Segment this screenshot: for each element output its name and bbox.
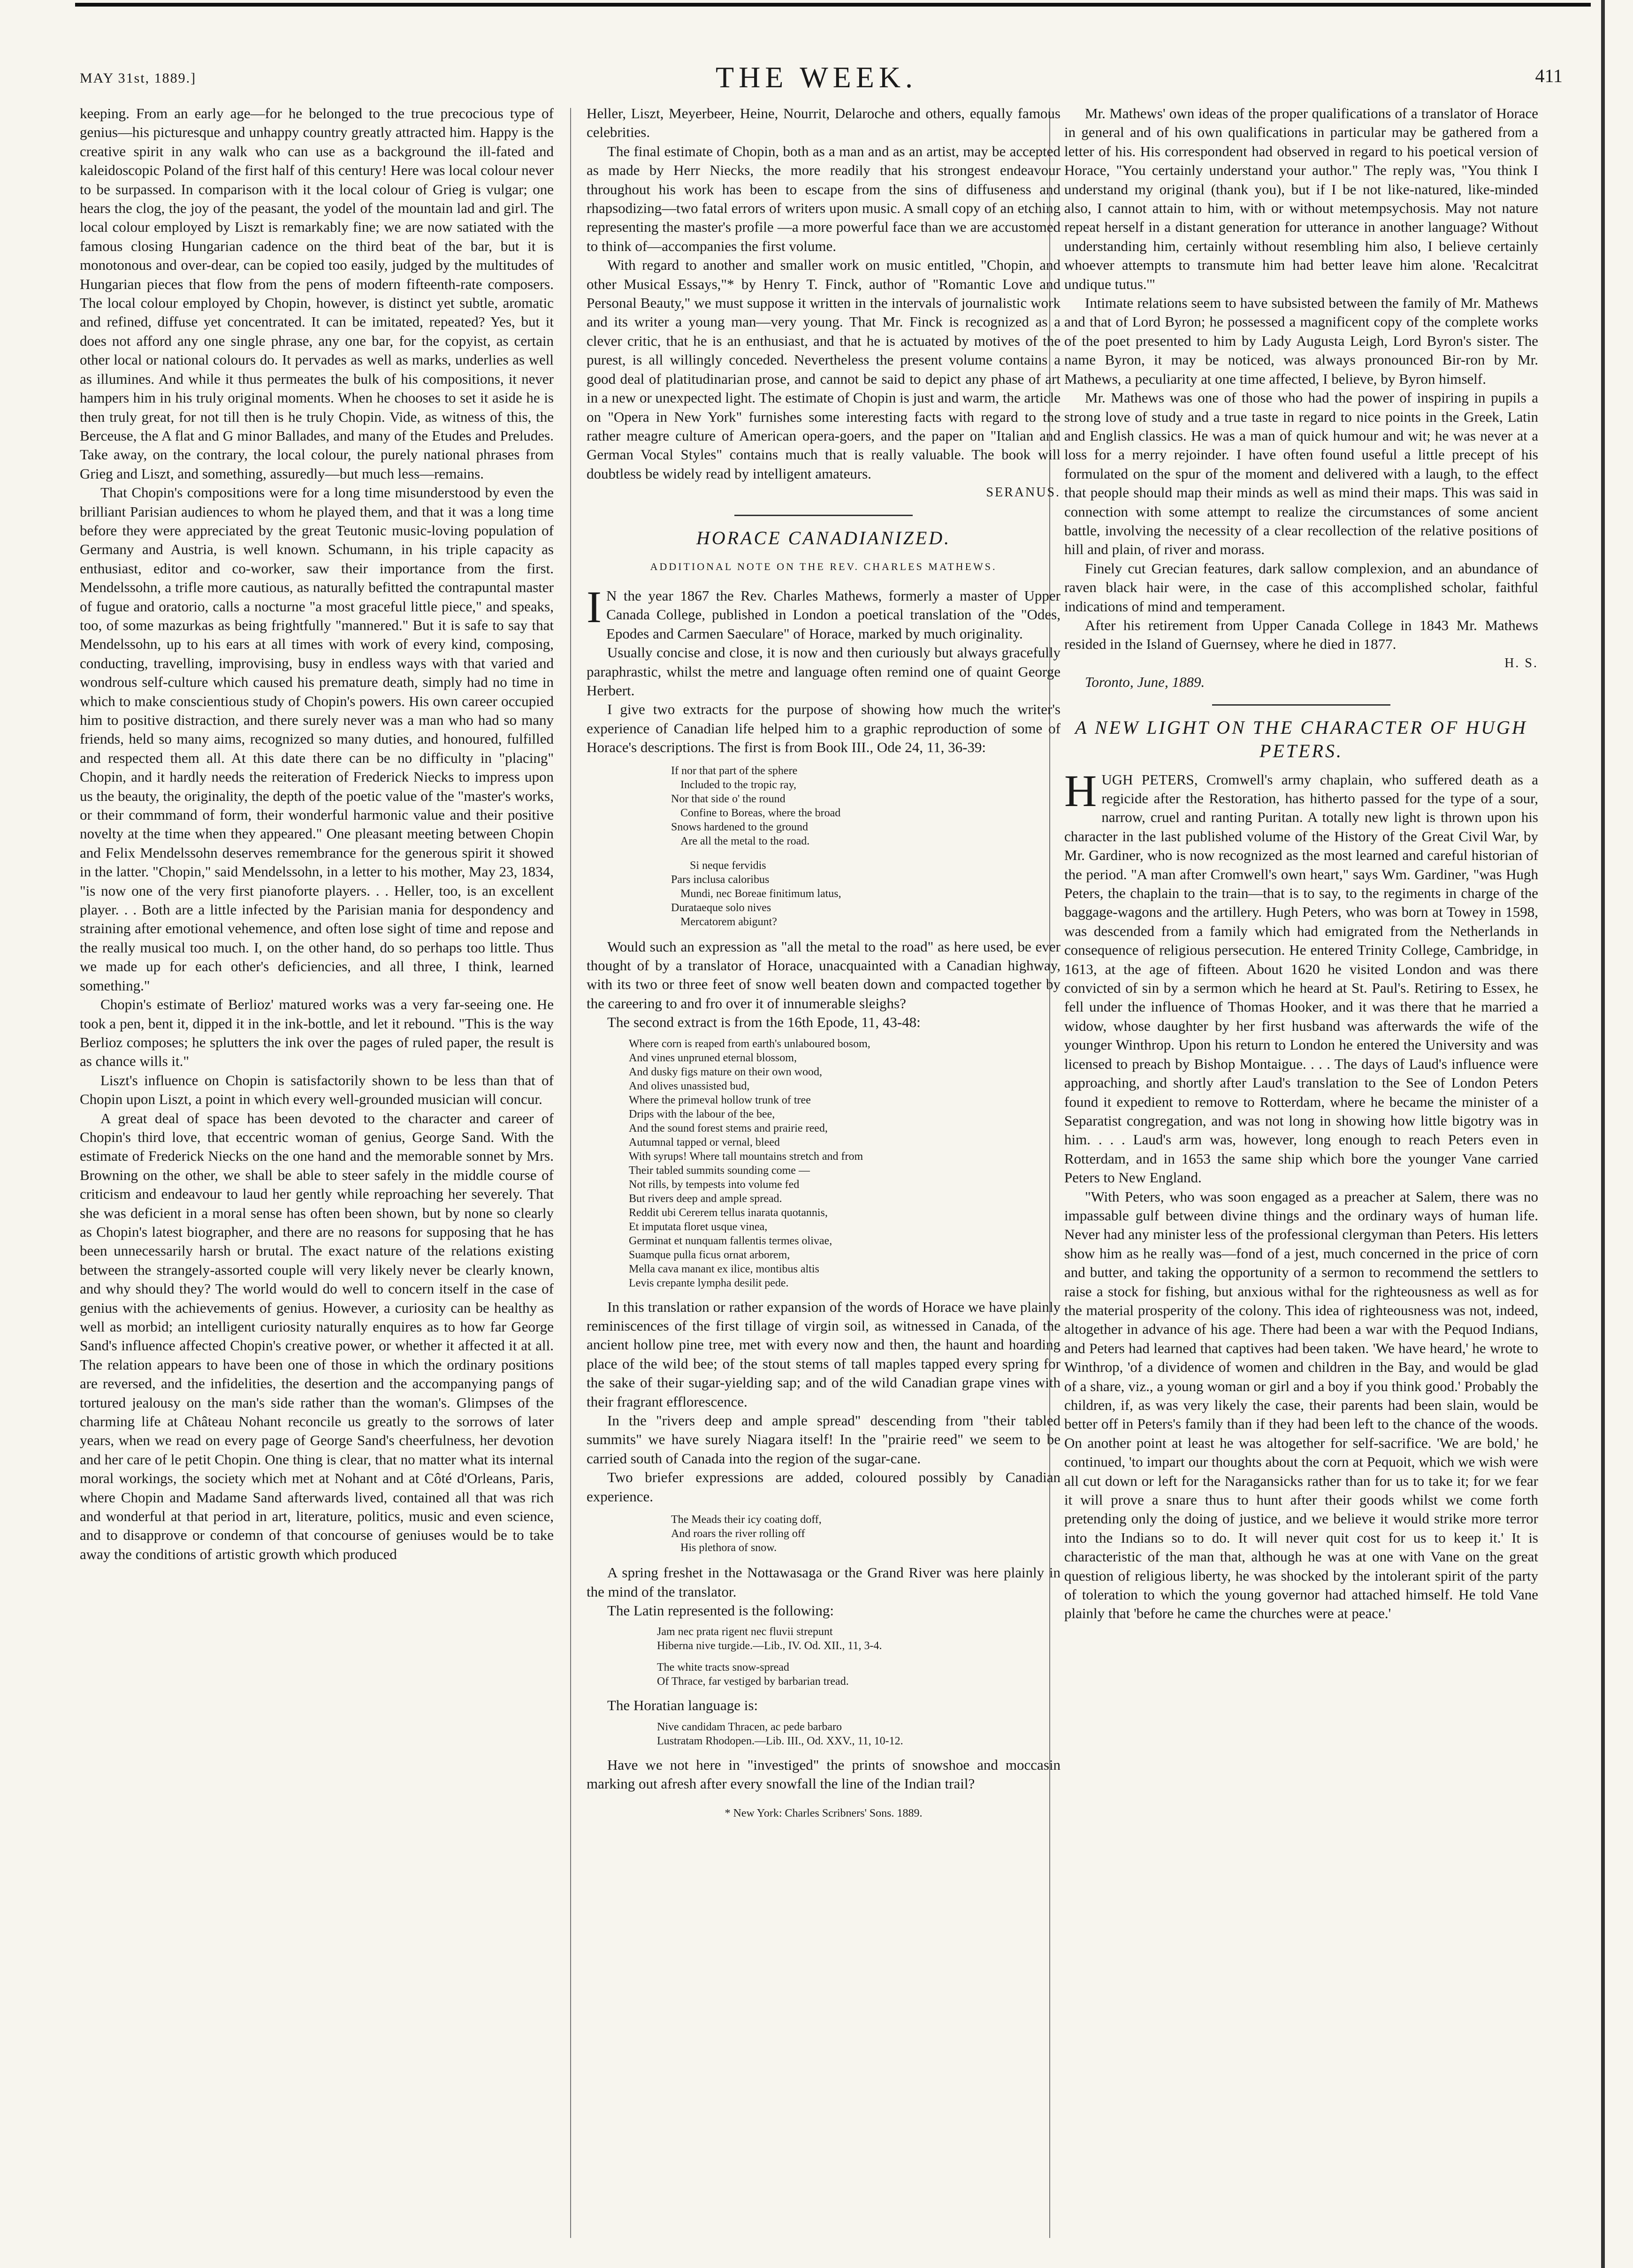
verse-line: Of Thrace, far vestiged by barbarian tread. [657, 1675, 849, 1688]
author-signature: SERANUS. [986, 485, 1061, 500]
verse-line: Jam nec prata rigent nec fluvii strepunt [657, 1626, 833, 1638]
paragraph-text: N the year 1867 the Rev. Charles Mathews, formerly a master of Upper Canada College, published in London a poetical translation of the "Odes, Epodes and Carmen Saeculare" of Horace, marked by much originality. [606, 587, 1061, 642]
verse-quote [671, 1513, 1061, 1555]
verse-line: Not rills, by tempests into volume fed [629, 1178, 800, 1191]
verse-line: Nor that side o' the round [671, 792, 786, 805]
paragraph: Intimate relations seem to have subsisted between the family of Mr. Mathews and that of Lord Byron; he possessed a magnificent copy of the complete works of the poet presented to him by Lady Augusta Leigh, Lord Byron's sister. The name Byron, it may be noticed, was always pronounced Bir-ron by Mr. Mathews, a peculiarity at one time affected, I believe, by Byron himself. [1064, 295, 1538, 387]
verse-line: Mercatorem abigunt? [680, 915, 777, 928]
paragraph: With regard to another and smaller work on music entitled, "Chopin, and other Musical Essays,"* by Henry T. Finck, author of "Romantic Love and Personal Beauty," we must suppose it written in the intervals of journalistic work and its writer a young man—very young. That Mr. Finck is recognized as a clever critic, that he is an enthusiast, and that he is actuated by motives of the purest, is all willingly conceded. Nevertheless the present volume contains a good deal of platitudinarian prose, and cannot be said to depict any phase of art in a new or unexpected light. The estimate of Chopin is just and warm, the article on "Opera in New York" furnishes some interesting facts with regard to the rather meagre culture of American opera-goers, and the paper on "Italian and German Vocal Styles" contains much that is really valuable. The book will doubtless be widely read by intelligent amateurs. [587, 257, 1061, 482]
section-divider [734, 515, 913, 516]
paragraph: Mr. Mathews was one of those who had the power of inspiring in pupils a strong love of study and a true taste in regard to nice points in the Greek, Latin and English classics. He was a man of quick humour and wit; he was never at a loss for a merry rejoinder. I have often found useful a little precept of his formulated on the spur of the moment and delivered with a laugh, to the effect that people should map their minds as well as mind their maps. This was said in connection with some attempt to realize the circumstances of some ancient battle, involving the necessity of a clear recollection of the relative positions of hill and plain, of river and morass. [1064, 389, 1538, 558]
verse-line: Durataeque solo nives [671, 901, 771, 914]
paragraph: Finely cut Grecian features, dark sallow complexion, and an abundance of raven black hair were, in the case of this accomplished scholar, faithful indications of mind and temperament. [1064, 560, 1538, 615]
paragraph: That Chopin's compositions were for a long time misunderstood by even the brilliant Parisian audiences to whom he played them, and that it was a long time before they were appreciated by the great Teutonic music-loving population of Germany and Austria, is well known. Schumann, in his triple capacity as enthusiast, editor and co-worker, saw their importance from the first. Mendelssohn, a trifle more cautious, as naturally befitted the contrapuntal master of fugue and oratorio, calls a nocturne "a most graceful little piece," and speaks, too, of some mazurkas as being frightfully "mannered." But it is safe to say that Mendelssohn, up to his ears at all times with work of every kind, composing, conducting, travelling, improvising, busy in endless ways with that varied and wondrous self-culture which caused his premature death, simply had no time in which to make conscientious study of Chopin's powers. His own career occupied him to positive distraction, and there surely never was a man who had so many friends, held so many aims, recognized so many duties, and honoured, fulfilled and respected them all. At this date there can be no difficulty in "placing" Chopin, and it hardly needs the reiteration of Frederick Niecks to impress upon us the beauty, the originality, the depth of the poetic value of the "master's works, or their commmand of form, their wonderful harmonic value and their positive novelty at the time when they appeared." One pleasant meeting between Chopin and Felix Mendelssohn deserves remembrance for the generous spirit it showed in the latter. "Chopin," said Mendelssohn, in a letter to his mother, May 23, 1834, "is now one of the very first pianoforte players. . . Heller, too, is an excellent player. . . Both are a little infected by the Parisian mania for despondency and straining after emotional vehemence, and often lose sight of time and repose and the really musical too much. I, on the other hand, do so perhaps too little. Thus we made up for each other's deficiencies, and all three, I think, learned something." [80, 484, 554, 994]
paragraph: Two briefer expressions are added, coloured possibly by Canadian experience. [587, 1469, 1061, 1505]
paragraph: In the "rivers deep and ample spread" descending from "their tabled summits" we have surely Niagara itself! In the "prairie reed" we seem to be carried south of Canada into the region of the sugar-cane. [587, 1412, 1061, 1467]
verse-line: And olives unassisted bud, [629, 1080, 750, 1092]
paragraph [587, 581, 1061, 643]
verse-line: And roars the river rolling off [671, 1528, 805, 1540]
section-divider [1212, 704, 1390, 706]
masthead-title: THE WEEK. [715, 61, 918, 94]
verse-line: Si neque fervidis [690, 859, 766, 872]
paragraph [1064, 765, 1538, 1187]
verse-line: Suamque pulla ficus ornat arborem, [629, 1248, 790, 1261]
issue-date: MAY 31st, 1889.] [80, 70, 197, 86]
paragraph: Heller, Liszt, Meyerbeer, Heine, Nourrit, Delaroche and others, equally famous celebrities. [587, 105, 1061, 141]
paragraph: The Latin represented is the following: [607, 1602, 834, 1619]
article-title: A NEW LIGHT ON THE CHARACTER OF HUGH PETERS. [1075, 716, 1527, 761]
paragraph: "With Peters, who was soon engaged as a preacher at Salem, there was no impassable gulf between divine things and the ordinary ways of human life. Never had any minister less of the professional clergyman than Peters. His letters show him as he really was—fond of a jest, much concerned in the price of corn and butter, and taking the opportunity of a sermon to recommend the settlers to raise a stock for fishing, but anxious withal for the righteousness as well as for the material prosperity of the colony. This idea of righteousness was not, indeed, altogether in advance of his age. There had been a war with the Pequod Indians, and Peters had learned that captives had been taken. 'We have heard,' he wrote to Winthrop, 'of a dividence of women and children in the Bay, and would be glad of a share, viz., a young woman or girl and a boy if you think good.' Probably the children, if, as was very likely the case, their parents had been slain, would be better off in Peters's family than if they had been left to the chance of the woods. On another point at least he was altogether for self-sacrifice. 'We are bold,' he continued, 'to impart our thoughts about the corn at Pequoit, which we wish were all cut down or left for the Naragansicks rather than for us to take it; for we fear it will prove a snare thus to hunt after their goods whilst we come forth pretending only the doing of justice, and we believe it would strike more terror into the Indians so to do. It will never quit cost for us to keep it.' It is characteristic of the man that, although he was at one with Vane on the great question of religious liberty, he was shocked by the intolerant spirit of the party of toleration to which the young governor had attached himself. He told Vane plainly that 'before he came the churches were at peace.' [1064, 1188, 1538, 1622]
verse-line: Included to the tropic ray, [680, 778, 797, 791]
paragraph: keeping. From an early age—for he belonged to the true precocious type of genius—his picturesque and unhappy country greatly attracted him. Happy is the creative spirit in any walk who can use as a background the ill-fated and kaleidoscopic Poland of the first half of this century! Here was local colour never to be surpassed. In comparison with it the local colour of Grieg is vulgar; one hears the clog, the joy of the peasant, the yodel of the mountain lad and girl. The local colour employed by Liszt is remarkably fine; we are now satiated with the famous closing Hungarian cadence on the third beat of the bar, but it is monotonous and over-dear, can be copied too easily, judged by the multitudes of Hungarian pieces that flow from the pens of modern fifteenth-rate composers. The local colour employed by Chopin, however, is distinct yet subtle, aromatic and refined, diffuse yet concentrated. It can be imitated, repeated? Yes, but it does not afford any one single phrase, any one bar, for the copyist, as certain other local or national colours do. It pervades as well as marks, underlies as well as illumines. And while it thus permeates the bulk of his compositions, it never hampers him in his truly original moments. When he chooses to set it aside he is then truly great, for not till then is he truly Chopin. Vide, as witness of this, the Berceuse, the A flat and G minor Ballades, and many of the Etudes and Preludes. Take away, on the contrary, the local colour, the purely national phrases from Grieg and Liszt, and something, assuredly—but much less—remains. [80, 105, 554, 482]
verse-line: Levis crepante lympha desilit pede. [629, 1277, 789, 1289]
column-rule [570, 108, 571, 2238]
paragraph: The Horatian language is: [607, 1697, 758, 1714]
paragraph: Usually concise and close, it is now and then curiously but always gracefully paraphrastic, whilst the metre and language often remind one of quaint George Herbert. [587, 644, 1061, 699]
verse-line: If nor that part of the sphere [671, 764, 798, 777]
paragraph: Liszt's influence on Chopin is satisfactorily shown to be less than that of Chopin upon Liszt, a point in which every well-grounded musician will concur. [80, 1072, 554, 1108]
verse-line: With syrups! Where tall mountains stretch and from [629, 1150, 863, 1163]
paragraph: After his retirement from Upper Canada College in 1843 Mr. Mathews resided in the Island of Guernsey, where he died in 1877. [1064, 616, 1538, 653]
paragraph: I give two extracts for the purpose of showing how much the writer's experience of Canadian life helped him to a graphic reproduction of some of Horace's descriptions. The first is from Book III., Ode 24, 11, 36-39: [587, 701, 1061, 756]
footnote: * New York: Charles Scribners' Sons. 1889. [725, 1807, 923, 1819]
top-rule [75, 3, 1591, 7]
verse-quote [629, 1037, 1061, 1290]
article-subtitle: ADDITIONAL NOTE ON THE REV. CHARLES MATHEWS. [650, 560, 997, 572]
paragraph: The final estimate of Chopin, both as a man and as an artist, may be accepted as made by Herr Niecks, the more readily that his strongest endeavour throughout his work has been to escape from the sins of diffuseness and rhapsodizing—two fatal errors of writers upon music. A small copy of an etching representing the master's profile —a more powerful face than we are accustomed to think of—accompanies the first volume. [587, 143, 1061, 254]
paragraph: In this translation or rather expansion of the words of Horace we have plainly reminiscences of the first tillage of virgin soil, as witnessed in Canada, of the ancient hollow pine tree, met with every now and then, the haunt and hoarding place of the wild bee; of the stout stems of tall maples tapped every spring for the sake of their sugar-yielding sap; and of the wild Canadian grape vines with their fragrant efflorescence. [587, 1298, 1061, 1410]
verse-line: Their tabled summits sounding come — [629, 1164, 810, 1177]
paragraph: Chopin's estimate of Berlioz' matured works was a very far-seeing one. He took a pen, bent it, dipped it in the ink-bottle, and let it rebound. "This is the way Berlioz composes; he splutters the ink over the pages of ruled paper, the result is as chance wills it." [80, 996, 554, 1070]
latin-quote [657, 1720, 1061, 1748]
drop-cap: I [587, 581, 602, 632]
latin-quote [657, 1625, 1061, 1653]
verse-line: Germinat et nunquam fallentis termes olivae, [629, 1234, 832, 1247]
verse-line: The white tracts snow-spread [657, 1661, 789, 1674]
author-signature: H. S. [1504, 655, 1538, 670]
dateline [1064, 673, 1538, 692]
verse-line: The Meads their icy coating doff, [671, 1514, 822, 1526]
verse-line: Mella cava manant ex ilice, montibus altis [629, 1263, 819, 1275]
paragraph-text: UGH PETERS, Cromwell's army chaplain, who suffered death as a regicide after the Restoration, has hitherto passed for the type of a sour, narrow, cruel and ranting Puritan. A totally new light is thrown upon his character in the last published volume of the History of the Great Civil War, by Mr. Gardiner, who is now recognized as the most learned and careful historian of the period. "A man after Cromwell's own heart," says Wm. Gardiner, "was Hugh Peters, the chaplain to the train—that is to say, to the regiments in charge of the baggage-wagons and the artillery. Hugh Peters, who was born at Towey in 1598, was descended from a family which had emigrated from the Netherlands in consequence of religious persecution. He entered Trinity College, Cambridge, in 1613, at the age of fifteen. About 1620 he visited London and was there convicted of sin by a sermon which he heard at St. Paul's. Retiring to Essex, he fell under the influence of Thomas Hooker, and it was there that he married a widow, whose daughter by her first husband was afterwards the wife of the younger Winthrop. Upon his return to London he entered the University and was licensed to preach by Bishop Montaigue. . . . The days of Laud's influence were approaching, and shortly after Laud's translation to the See of London Peters found it expedient to remove to Rotterdam, where he became the minister of a Separatist congregation, and was not long in showing how little bigotry was in him. . . . Laud's arm was, however, long enough to reach Peters even in Rotterdam, and in 1653 the same ship which bore the younger Vane carried Peters to New England. [1064, 771, 1538, 1186]
paragraph: A great deal of space has been devoted to the character and career of Chopin's third love, that eccentric woman of genius, George Sand. With the estimate of Frederick Niecks on the one hand and the memorable sonnet by Mrs. Browning on the other, we shall be able to steer safely in the middle course of criticism and endeavour to laud her gently while reproaching her severely. That she was deficient in a moral sense has often been shown, but by none so clearly as Chopin's latest biographer, and there are no reasons for supposing that he has been unnecessarily harsh or brutal. The exact nature of the relations existing between the strangely-assorted couple will very likely never be clearly known, and why should they? The world would do well to concern itself in the case of genius with the achievements of genius. However, a curiosity can be healthy as well as morbid; an intelligent curiosity naturally enquires as to how far George Sand's influence affected Chopin's creative power, or whether it affected it at all. The relation appears to have been one of those in which the ordinary positions are reversed, and the infidelities, the desertion and the accompanying pangs of tortured jealousy on the man's side rather than the woman's. Glimpses of the charming life at Château Nohant reconcile us greatly to the sorrows of later years, when we read on every page of George Sand's cheerfulness, her devotion and her care of le petit Chopin. One thing is clear, that no matter what its internal moral workings, the society which met at Nohant and at Côté d'Orleans, Paris, where Chopin and Madame Sand afterwards lived, contained all that was rich and wonderful at that period in art, literature, politics, music and even science, and to disapprove or condemn of that concourse of geniuses would be to take away the conditions of artistic growth which produced [80, 1110, 554, 1562]
dateline-text: Toronto, June, 1889. [1085, 674, 1205, 691]
verse-line: His plethora of snow. [680, 1542, 777, 1554]
column-3 [1064, 104, 1538, 2234]
verse-line: But rivers deep and ample spread. [629, 1192, 782, 1205]
verse-line: Where corn is reaped from earth's unlaboured bosom, [629, 1037, 870, 1050]
verse-line: Autumnal tapped or vernal, bleed [629, 1136, 780, 1149]
verse-line: Pars inclusa caloribus [671, 873, 770, 886]
verse-line: And vines unpruned eternal blossom, [629, 1051, 797, 1064]
verse-line: Reddit ubi Cererem tellus inarata quotannis, [629, 1206, 828, 1219]
verse-line: Confine to Boreas, where the broad [680, 807, 841, 819]
paragraph: Have we not here in "investiged" the prints of snowshoe and moccasin marking out afresh after every snowfall the line of the Indian trail? [587, 1756, 1061, 1792]
verse-quote [657, 1660, 1061, 1689]
page-number: 411 [1535, 65, 1563, 86]
verse-line: Nive candidam Thracen, ac pede barbaro [657, 1720, 842, 1733]
verse-line: Lustratam Rhodopen.—Lib. III., Od. XXV., 11, 10-12. [657, 1735, 903, 1747]
column-2 [587, 104, 1061, 2234]
verse-line: And dusky figs mature on their own wood, [629, 1066, 822, 1078]
page-edge [1601, 0, 1605, 2268]
verse-line: And the sound forest stems and prairie reed, [629, 1122, 828, 1134]
verse-line: Hiberna nive turgide.—Lib., IV. Od. XII., 11, 3-4. [657, 1640, 882, 1652]
verse-line: Drips with the labour of the bee, [629, 1108, 775, 1120]
paragraph: Mr. Mathews' own ideas of the proper qualifications of a translator of Horace in general and of his own qualifications in particular may be gathered from a letter of his. His correspondent had observed in regard to his poetical version of Horace, "You certainly understand your author." The reply was, "You think I understand my original (thank you), but if I be not like-natured, like-minded also, I cannot attain to him, with or without metempsychosis. May not nature repeat herself in a distant generation for utterance in another language? Without understanding him, certainly without resembling him also, I believe certainly whoever attempts to transmute him had better leave him alone. 'Recalcitrat undique tutus.'" [1064, 105, 1538, 292]
column-1 [80, 104, 554, 2234]
verse-line: Et imputata floret usque vinea, [629, 1220, 768, 1233]
verse-line: Are all the metal to the road. [680, 835, 810, 847]
paragraph: A spring freshet in the Nottawasaga or the Grand River was here plainly in the mind of the translator. [587, 1564, 1061, 1600]
verse-line: Mundi, nec Boreae finitimum latus, [680, 887, 841, 900]
verse-line: Snows hardened to the ground [671, 821, 808, 833]
verse-quote [671, 764, 1061, 929]
article-title: HORACE CANADIANIZED. [696, 527, 951, 548]
paragraph: Would such an expression as "all the metal to the road" as here used, be ever thought of by a translator of Horace, unacquainted with a Canadian highway, with its two or three feet of snow well beaten down and compacted together by the careering to and fro over it of innumerable sleighs? [587, 938, 1061, 1012]
drop-cap: H [1064, 765, 1097, 816]
verse-line: Where the primeval hollow trunk of tree [629, 1094, 811, 1106]
paragraph: The second extract is from the 16th Epode, 11, 43-48: [607, 1014, 921, 1031]
